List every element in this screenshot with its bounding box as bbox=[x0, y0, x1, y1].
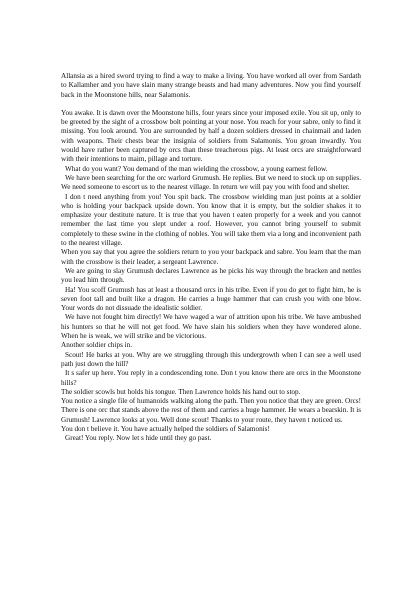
story-paragraph: You awake. It is dawn over the Moonstone hills, four years since your imposed exile. You sit up, only to be greeted by the sight of a crossbow bolt pointing at your nose. You reach for your sabre, only to find it missing. You look around. You are surrounded by half a dozen soldiers dressed in chainmail and laden with weapons. Their chests bear the insignia of soldiers from Salamonis. You groan inwardly. You would have rather been captured by orcs than these treacherous pigs. At least orcs are straightforward with their intentions to maim, pillage and torture. bbox=[61, 108, 361, 164]
story-paragraph: We are going to slay Grumush declares Lawrence as he picks his way through the bracken and nettles you lead him through. bbox=[61, 266, 361, 285]
story-paragraph: Scout! He barks at you. Why are we struggling through this undergrowth when I can see a well used path just down the hill? bbox=[61, 350, 361, 368]
story-paragraph: The soldier scowls but holds his tongue. Then Lawrence holds his hand out to stop. bbox=[61, 387, 301, 396]
story-text-block bbox=[61, 72, 361, 444]
story-paragraph: When you say that you agree the soldiers return to you your backpack and sabre. You learn that the man with the crossbow is their leader, a sergeant Lawrence. bbox=[61, 248, 361, 266]
story-paragraph: I don t need anything from you! You spit back. The crossbow wielding man just points at a soldier who is holding your backpack upside down. You know that it is empty, but the soldier shakes it to emphasize your destitute nature. It is true that you haven t eaten properly for a week and you cannot remember the last time you slept under a roof. However, you cannot bring yourself to submit completely to these swine in the clothing of nobles. You will take them via a long and inconvenient path to the nearest village. bbox=[61, 192, 361, 248]
intro-paragraph: Allansia as a hired sword trying to find a way to make a living. You have worked all over from Sardath to Kallamher and you have slain many strange beasts and had many adventures. Now you find yourself back in the Moonstone hills, near Salamonis. bbox=[61, 72, 361, 99]
story-paragraph: We have been searching for the orc warlord Grumush. He replies. But we need to stock up on supplies. We need someone to escort us to the nearest village. In return we will pay you with food and shelter. bbox=[61, 173, 361, 192]
story-paragraph: Ha! You scoff Grumush has at least a thousand orcs in his tribe. Even if you do get to fight him, he is seven foot tall and built like a dragon. He carries a huge hammer that can crush you with one blow. Your words do not dissuade the idealistic soldier. bbox=[61, 285, 361, 313]
story-paragraph: Great! You reply. Now let s hide until they go past. bbox=[65, 434, 212, 443]
story-paragraph: You don t believe it. You have actually helped the soldiers of Salamonis! bbox=[61, 424, 270, 433]
story-paragraph: We have not fought him directly! We have waged a war of attrition upon his tribe. We have ambushed his hunters so that he will not get food. We have slain his soldiers when they have wondered alone. When he is weak, we will strike and be victorious. bbox=[61, 313, 361, 341]
story-paragraph: You notice a single file of humanoids walking along the path. Then you notice that they are green. Orcs! There is one orc that stands above the rest of them and carries a huge hammer. He wears a bearskin. It is Grumush! Lawrence looks at you. Well done scout! Thanks to your route, they haven t noticed us. bbox=[61, 397, 361, 424]
story-paragraph: It s safer up here. You reply in a condescending tone. Don t you know there are orcs in the Moonstone hills? bbox=[61, 369, 361, 387]
story-paragraph: What do you want? You demand of the man wielding the crossbow, a young earnest fellow. bbox=[65, 164, 328, 173]
story-paragraph: Another soldier chips in. bbox=[61, 341, 133, 350]
